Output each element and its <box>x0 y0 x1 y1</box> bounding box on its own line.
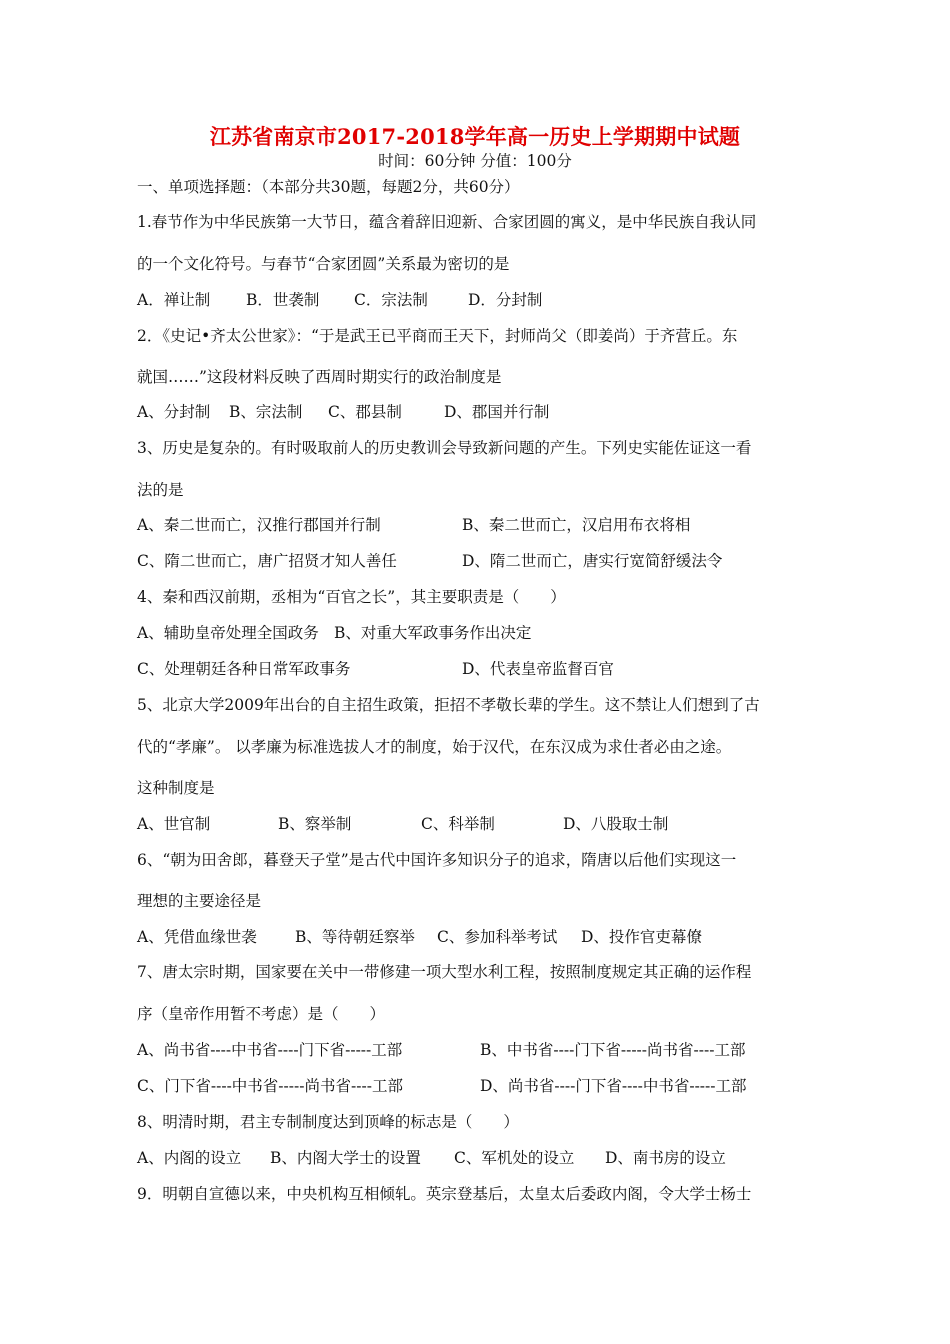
question-7-stem-line-2: 序（皇帝作用暂不考虑）是（ ） <box>137 1005 386 1023</box>
question-7-option-d: D、尚书省----门下省----中书省-----工部 <box>480 1077 747 1095</box>
question-2-option-a: A、分封制 <box>137 403 211 421</box>
question-6-option-d: D、投作官吏幕僚 <box>581 928 702 946</box>
question-1-option-a: A．禅让制 <box>137 291 211 309</box>
question-3-option-b: B、秦二世而亡，汉启用布衣将相 <box>462 516 691 534</box>
question-9-stem-line-1: 9．明朝自宣德以来，中央机构互相倾轧。英宗登基后，太皇太后委政内阁，令大学士杨士 <box>137 1185 752 1203</box>
question-5-option-b: B、察举制 <box>278 815 352 833</box>
question-3-stem-line-2: 法的是 <box>137 481 184 499</box>
question-1-stem-line-1: 1.春节作为中华民族第一大节日，蕴含着辞旧迎新、合家团圆的寓义，是中华民族自我认同 <box>137 213 757 231</box>
question-4-stem-line-1: 4、秦和西汉前期，丞相为“百官之长”，其主要职责是（ ） <box>137 588 566 606</box>
question-6-stem-line-2: 理想的主要途径是 <box>137 892 262 910</box>
question-7-stem-line-1: 7、唐太宗时期，国家要在关中一带修建一项大型水利工程，按照制度规定其正确的运作程 <box>137 963 752 981</box>
question-5-stem-line-3: 这种制度是 <box>137 779 215 797</box>
exam-meta: 时间：60分钟 分值：100分 <box>378 152 572 170</box>
question-5-option-c: C、科举制 <box>421 815 495 833</box>
question-5-stem-line-2: 代的“孝廉”。 以孝廉为标准选拔人才的制度，始于汉代，在东汉成为求仕者必由之途。 <box>137 738 732 756</box>
question-5-option-d: D、八股取士制 <box>563 815 669 833</box>
question-7-option-c: C、门下省----中书省-----尚书省----工部 <box>137 1077 403 1095</box>
question-1-option-b: B．世袭制 <box>246 291 320 309</box>
question-1-option-d: D．分封制 <box>468 291 543 309</box>
question-8-option-a: A、内阁的设立 <box>137 1149 242 1167</box>
question-8-option-b: B、内阁大学士的设置 <box>270 1149 421 1167</box>
question-4-option-a: A、辅助皇帝处理全国政务 <box>137 624 319 642</box>
question-5-option-a: A、世官制 <box>137 815 211 833</box>
question-3-option-d: D、隋二世而亡，唐实行宽简舒缓法令 <box>462 552 723 570</box>
question-1-option-c: C．宗法制 <box>354 291 428 309</box>
question-6-stem-line-1: 6、“朝为田舍郎，暮登天子堂”是古代中国许多知识分子的追求，隋唐以后他们实现这一 <box>137 851 737 869</box>
question-3-stem-line-1: 3、历史是复杂的。有时吸取前人的历史教训会导致新问题的产生。下列史实能佐证这一看 <box>137 439 752 457</box>
question-2-option-b: B、宗法制 <box>229 403 303 421</box>
question-8-option-c: C、军机处的设立 <box>454 1149 575 1167</box>
question-8-option-d: D、南书房的设立 <box>605 1149 726 1167</box>
question-2-option-d: D、郡国并行制 <box>444 403 550 421</box>
question-4-option-d: D、代表皇帝监督百官 <box>462 660 614 678</box>
question-3-option-a: A、秦二世而亡，汉推行郡国并行制 <box>137 516 381 534</box>
question-6-option-c: C、参加科举考试 <box>437 928 558 946</box>
question-6-option-b: B、等待朝廷察举 <box>295 928 415 946</box>
question-4-option-b: B、对重大军政事务作出决定 <box>334 624 532 642</box>
question-1-stem-line-2: 的一个文化符号。与春节“合家团圆”关系最为密切的是 <box>137 255 510 273</box>
question-2-stem-line-1: 2．《史记•齐太公世家》：“于是武王已平商而王天下，封师尚父（即姜尚）于齐营丘。东 <box>137 327 738 345</box>
question-8-stem-line-1: 8、明清时期，君主专制制度达到顶峰的标志是（ ） <box>137 1113 519 1131</box>
question-5-stem-line-1: 5、北京大学2009年出台的自主招生政策，拒招不孝敬长辈的学生。这不禁让人们想到了古 <box>137 696 760 714</box>
question-6-option-a: A、凭借血缘世袭 <box>137 928 257 946</box>
question-2-option-c: C、郡县制 <box>328 403 402 421</box>
section-header: 一、单项选择题：（本部分共30题，每题2分，共60分） <box>137 178 520 196</box>
question-2-stem-line-2: 就国……”这段材料反映了西周时期实行的政治制度是 <box>137 368 502 386</box>
question-7-option-b: B、中书省----门下省-----尚书省----工部 <box>480 1041 746 1059</box>
document-title: 江苏省南京市2017-2018学年高一历史上学期期中试题 <box>209 124 741 149</box>
question-3-option-c: C、隋二世而亡，唐广招贤才知人善任 <box>137 552 397 570</box>
question-4-option-c: C、处理朝廷各种日常军政事务 <box>137 660 351 678</box>
question-7-option-a: A、尚书省----中书省----门下省-----工部 <box>137 1041 403 1059</box>
